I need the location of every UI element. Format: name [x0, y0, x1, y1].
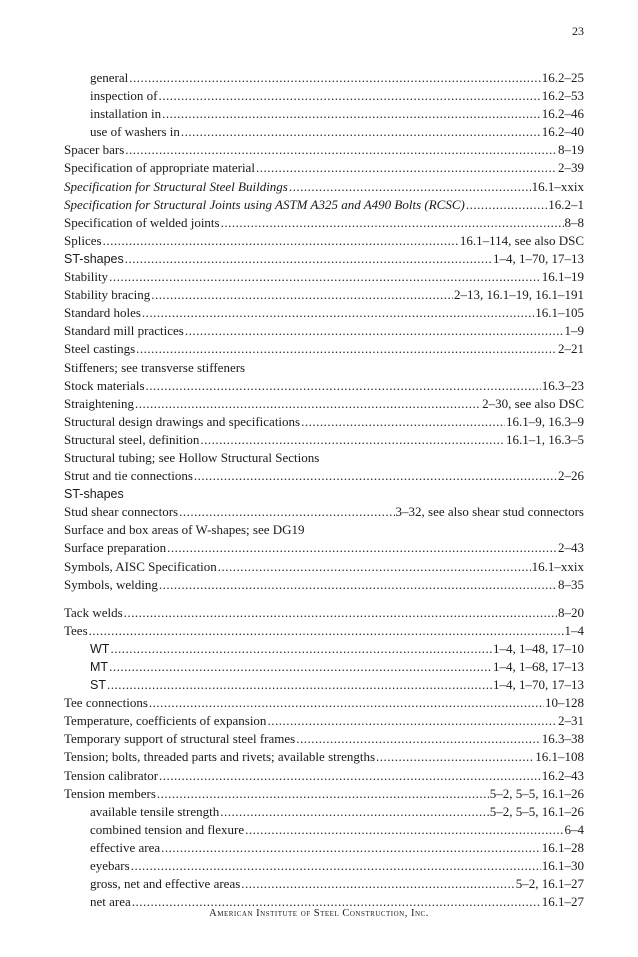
index-entry	[64, 712, 584, 730]
index-term: Surface and box areas of W-shapes; see DG19	[64, 522, 305, 538]
page-reference: 1–4, 1–48, 17–10	[493, 640, 584, 656]
index-term: Spacer bars	[64, 142, 125, 158]
page-reference: 16.2–46	[541, 106, 584, 122]
page-reference: 16.1–108	[535, 749, 584, 765]
page-reference: 2–43	[558, 540, 584, 556]
index-term: ST	[90, 678, 106, 693]
dot-leader	[241, 875, 514, 893]
dot-leader	[161, 839, 541, 857]
index-entry	[64, 521, 584, 539]
index-entry	[64, 467, 584, 485]
index-term: Tension; bolts, threaded parts and rivets; available strengths	[64, 749, 376, 765]
index-subentry	[64, 640, 584, 658]
page-reference: 16.2–43	[541, 767, 584, 783]
index-term: WT	[90, 641, 110, 656]
page-reference: 16.2–25	[541, 70, 584, 85]
index-entry	[64, 694, 584, 712]
index-entry	[64, 413, 584, 431]
index-list	[64, 69, 584, 911]
page-reference: 16.1–19	[541, 269, 584, 285]
dot-leader	[110, 640, 492, 658]
dot-leader	[376, 748, 534, 766]
index-term: Specification of appropriate material	[64, 160, 255, 176]
dot-leader	[109, 268, 541, 286]
index-entry	[64, 250, 584, 268]
index-term: Temporary support of structural steel frames	[64, 731, 296, 747]
page-reference: 16.2–40	[541, 124, 584, 140]
dot-leader	[142, 304, 534, 322]
index-entry	[64, 395, 584, 413]
dot-leader	[149, 694, 544, 712]
index-entry	[64, 539, 584, 557]
index-subentry	[64, 803, 584, 821]
dot-leader	[125, 141, 557, 159]
index-entry	[64, 159, 584, 177]
index-entry	[64, 232, 584, 250]
page-reference: 16.3–38	[541, 731, 584, 747]
index-term: ST-shapes	[64, 487, 124, 502]
index-entry	[64, 340, 584, 358]
page-reference: 2–13, 16.1–19, 16.1–191	[454, 287, 584, 303]
page-reference: 10–128	[545, 695, 584, 711]
dot-leader	[256, 159, 557, 177]
dot-leader	[107, 676, 492, 694]
index-entry	[64, 178, 584, 196]
index-term: Structural tubing; see Hollow Structural Sections	[64, 449, 320, 465]
page-reference: 8–8	[564, 214, 584, 230]
dot-leader	[289, 178, 531, 196]
index-subentry	[64, 875, 584, 893]
index-entry	[64, 485, 584, 503]
index-term: Steel castings	[64, 341, 136, 357]
index-term: Stability	[64, 269, 109, 285]
dot-leader	[125, 250, 492, 268]
page-reference: 5–2, 16.1–27	[515, 876, 584, 892]
page-reference: 2–39	[558, 160, 584, 176]
page-reference: 1–4, 1–68, 17–13	[493, 659, 584, 674]
page-reference: 3–32, see also shear stud connectors	[395, 504, 584, 520]
index-term: Structural design drawings and specifications	[64, 413, 301, 429]
dot-leader	[179, 503, 394, 521]
dot-leader	[157, 785, 489, 803]
index-term: Symbols, welding	[64, 576, 158, 592]
index-term: general	[90, 70, 129, 85]
index-term: Specification for Structural Steel Buildings	[64, 178, 288, 194]
index-term: effective area	[90, 839, 161, 855]
index-term: MT	[90, 660, 109, 674]
index-term: net area	[90, 894, 131, 910]
page-reference: 1–4, 1–70, 17–13	[493, 250, 584, 266]
index-term: use of washers in	[90, 124, 180, 140]
page-reference: 2–30, see also DSC	[482, 395, 584, 411]
dot-leader	[103, 232, 459, 250]
index-entry	[64, 196, 584, 214]
dot-leader	[162, 105, 541, 123]
index-subentry	[64, 87, 584, 105]
page-reference: 5–2, 5–5, 16.1–26	[489, 785, 584, 801]
index-term: Stiffeners; see transverse stiffeners	[64, 359, 246, 375]
index-term: ST-shapes	[64, 251, 124, 266]
index-term: Stud shear connectors	[64, 504, 179, 520]
index-term: Symbols, AISC Specification	[64, 558, 217, 574]
index-term: Tees	[64, 622, 88, 638]
index-term: Splices	[64, 232, 102, 248]
dot-leader	[220, 803, 489, 821]
index-term: Strut and tie connections	[64, 468, 193, 484]
page-number: 23	[572, 24, 584, 38]
page-reference: 16.2–53	[541, 88, 584, 104]
index-term: Tension calibrator	[64, 767, 159, 783]
page-reference: 2–31	[558, 713, 584, 729]
index-term: Standard holes	[64, 305, 141, 321]
index-entry	[64, 622, 584, 640]
index-term: Stock materials	[64, 377, 145, 393]
dot-leader	[131, 857, 541, 875]
dot-leader	[136, 340, 557, 358]
page-reference: 16.1–1, 16.3–5	[506, 431, 584, 447]
index-subentry	[64, 105, 584, 123]
index-term: Structural steel, definition	[64, 431, 200, 447]
index-subentry	[64, 839, 584, 857]
index-subentry	[64, 123, 584, 141]
index-term: installation in	[90, 106, 162, 122]
dot-leader	[124, 604, 557, 622]
page-reference: 16.1–9, 16.3–9	[506, 413, 584, 429]
dot-leader	[151, 286, 453, 304]
index-entry	[64, 604, 584, 622]
dot-leader	[159, 576, 557, 594]
index-entry	[64, 286, 584, 304]
page-reference: 8–19	[558, 142, 584, 158]
index-entry	[64, 748, 584, 766]
index-term: Stability bracing	[64, 287, 151, 303]
dot-leader	[221, 214, 564, 232]
page-reference: 5–2, 5–5, 16.1–26	[489, 803, 584, 819]
page-reference: 1–4	[564, 622, 584, 638]
index-entry	[64, 767, 584, 785]
page-reference: 16.1–28	[541, 839, 584, 855]
index-term: Specification for Structural Joints using ASTM A325 and A490 Bolts (RCSC)	[64, 196, 465, 212]
index-term: Specification of welded joints	[64, 214, 220, 230]
index-term: available tensile strength	[90, 803, 220, 819]
page-reference: 6–4	[564, 821, 584, 837]
dot-leader	[159, 767, 541, 785]
index-entry	[64, 503, 584, 521]
page-reference: 8–35	[558, 576, 584, 592]
index-term: combined tension and flexure	[90, 821, 245, 837]
index-entry	[64, 785, 584, 803]
index-subentry	[64, 821, 584, 839]
dot-leader	[296, 730, 541, 748]
dot-leader	[167, 539, 557, 557]
page-reference: 16.1–30	[541, 858, 584, 874]
index-term: Standard mill practices	[64, 323, 184, 339]
index-entry	[64, 377, 584, 395]
index-entry	[64, 431, 584, 449]
index-entry	[64, 141, 584, 159]
page-reference: 2–21	[558, 341, 584, 357]
dot-leader	[89, 622, 564, 640]
index-term: Surface preparation	[64, 540, 167, 556]
index-term: Temperature, coefficients of expansion	[64, 713, 267, 729]
page-reference: 2–26	[558, 468, 584, 484]
index-entry	[64, 359, 584, 377]
index-subentry	[64, 658, 584, 676]
index-term: Tension members	[64, 785, 156, 801]
dot-leader	[466, 196, 547, 214]
dot-leader	[159, 87, 541, 105]
page-reference: 16.1–xxix	[531, 178, 584, 194]
dot-leader	[185, 322, 564, 340]
dot-leader	[218, 558, 531, 576]
page-reference: 16.1–27	[541, 894, 584, 910]
page-reference: 8–20	[558, 604, 584, 620]
index-term: Straightening	[64, 395, 135, 411]
index-term: Tee connections	[64, 695, 148, 711]
index-entry	[64, 214, 584, 232]
index-term: gross, net and effective areas	[90, 876, 241, 892]
dot-leader	[194, 467, 557, 485]
index-subentry	[64, 69, 584, 87]
page-reference: 1–9	[564, 323, 584, 339]
index-entry	[64, 730, 584, 748]
dot-leader	[146, 377, 541, 395]
page-reference: 16.1–xxix	[531, 558, 584, 574]
dot-leader	[109, 658, 492, 676]
dot-leader	[267, 712, 557, 730]
page-footer: American Institute of Steel Construction, Inc.	[209, 908, 429, 919]
index-entry	[64, 268, 584, 286]
page-reference: 1–4, 1–70, 17–13	[493, 677, 584, 693]
page-reference: 16.1–105	[535, 305, 584, 321]
index-entry	[64, 576, 584, 594]
index-subentry	[64, 857, 584, 875]
dot-leader	[301, 413, 505, 431]
index-entry	[64, 558, 584, 576]
index-entry	[64, 304, 584, 322]
page-reference: 16.3–23	[541, 377, 584, 393]
index-entry	[64, 449, 584, 467]
page-reference: 16.2–1	[548, 196, 584, 212]
dot-leader	[129, 69, 540, 87]
dot-leader	[181, 123, 541, 141]
index-term: inspection of	[90, 88, 158, 104]
dot-leader	[135, 395, 481, 413]
index-subentry	[64, 676, 584, 694]
index-entry	[64, 322, 584, 340]
dot-leader	[245, 821, 563, 839]
page-reference: 16.1–114, see also DSC	[459, 232, 584, 248]
dot-leader	[200, 431, 505, 449]
index-term: Tack welds	[64, 604, 123, 620]
index-term: eyebars	[90, 858, 130, 874]
